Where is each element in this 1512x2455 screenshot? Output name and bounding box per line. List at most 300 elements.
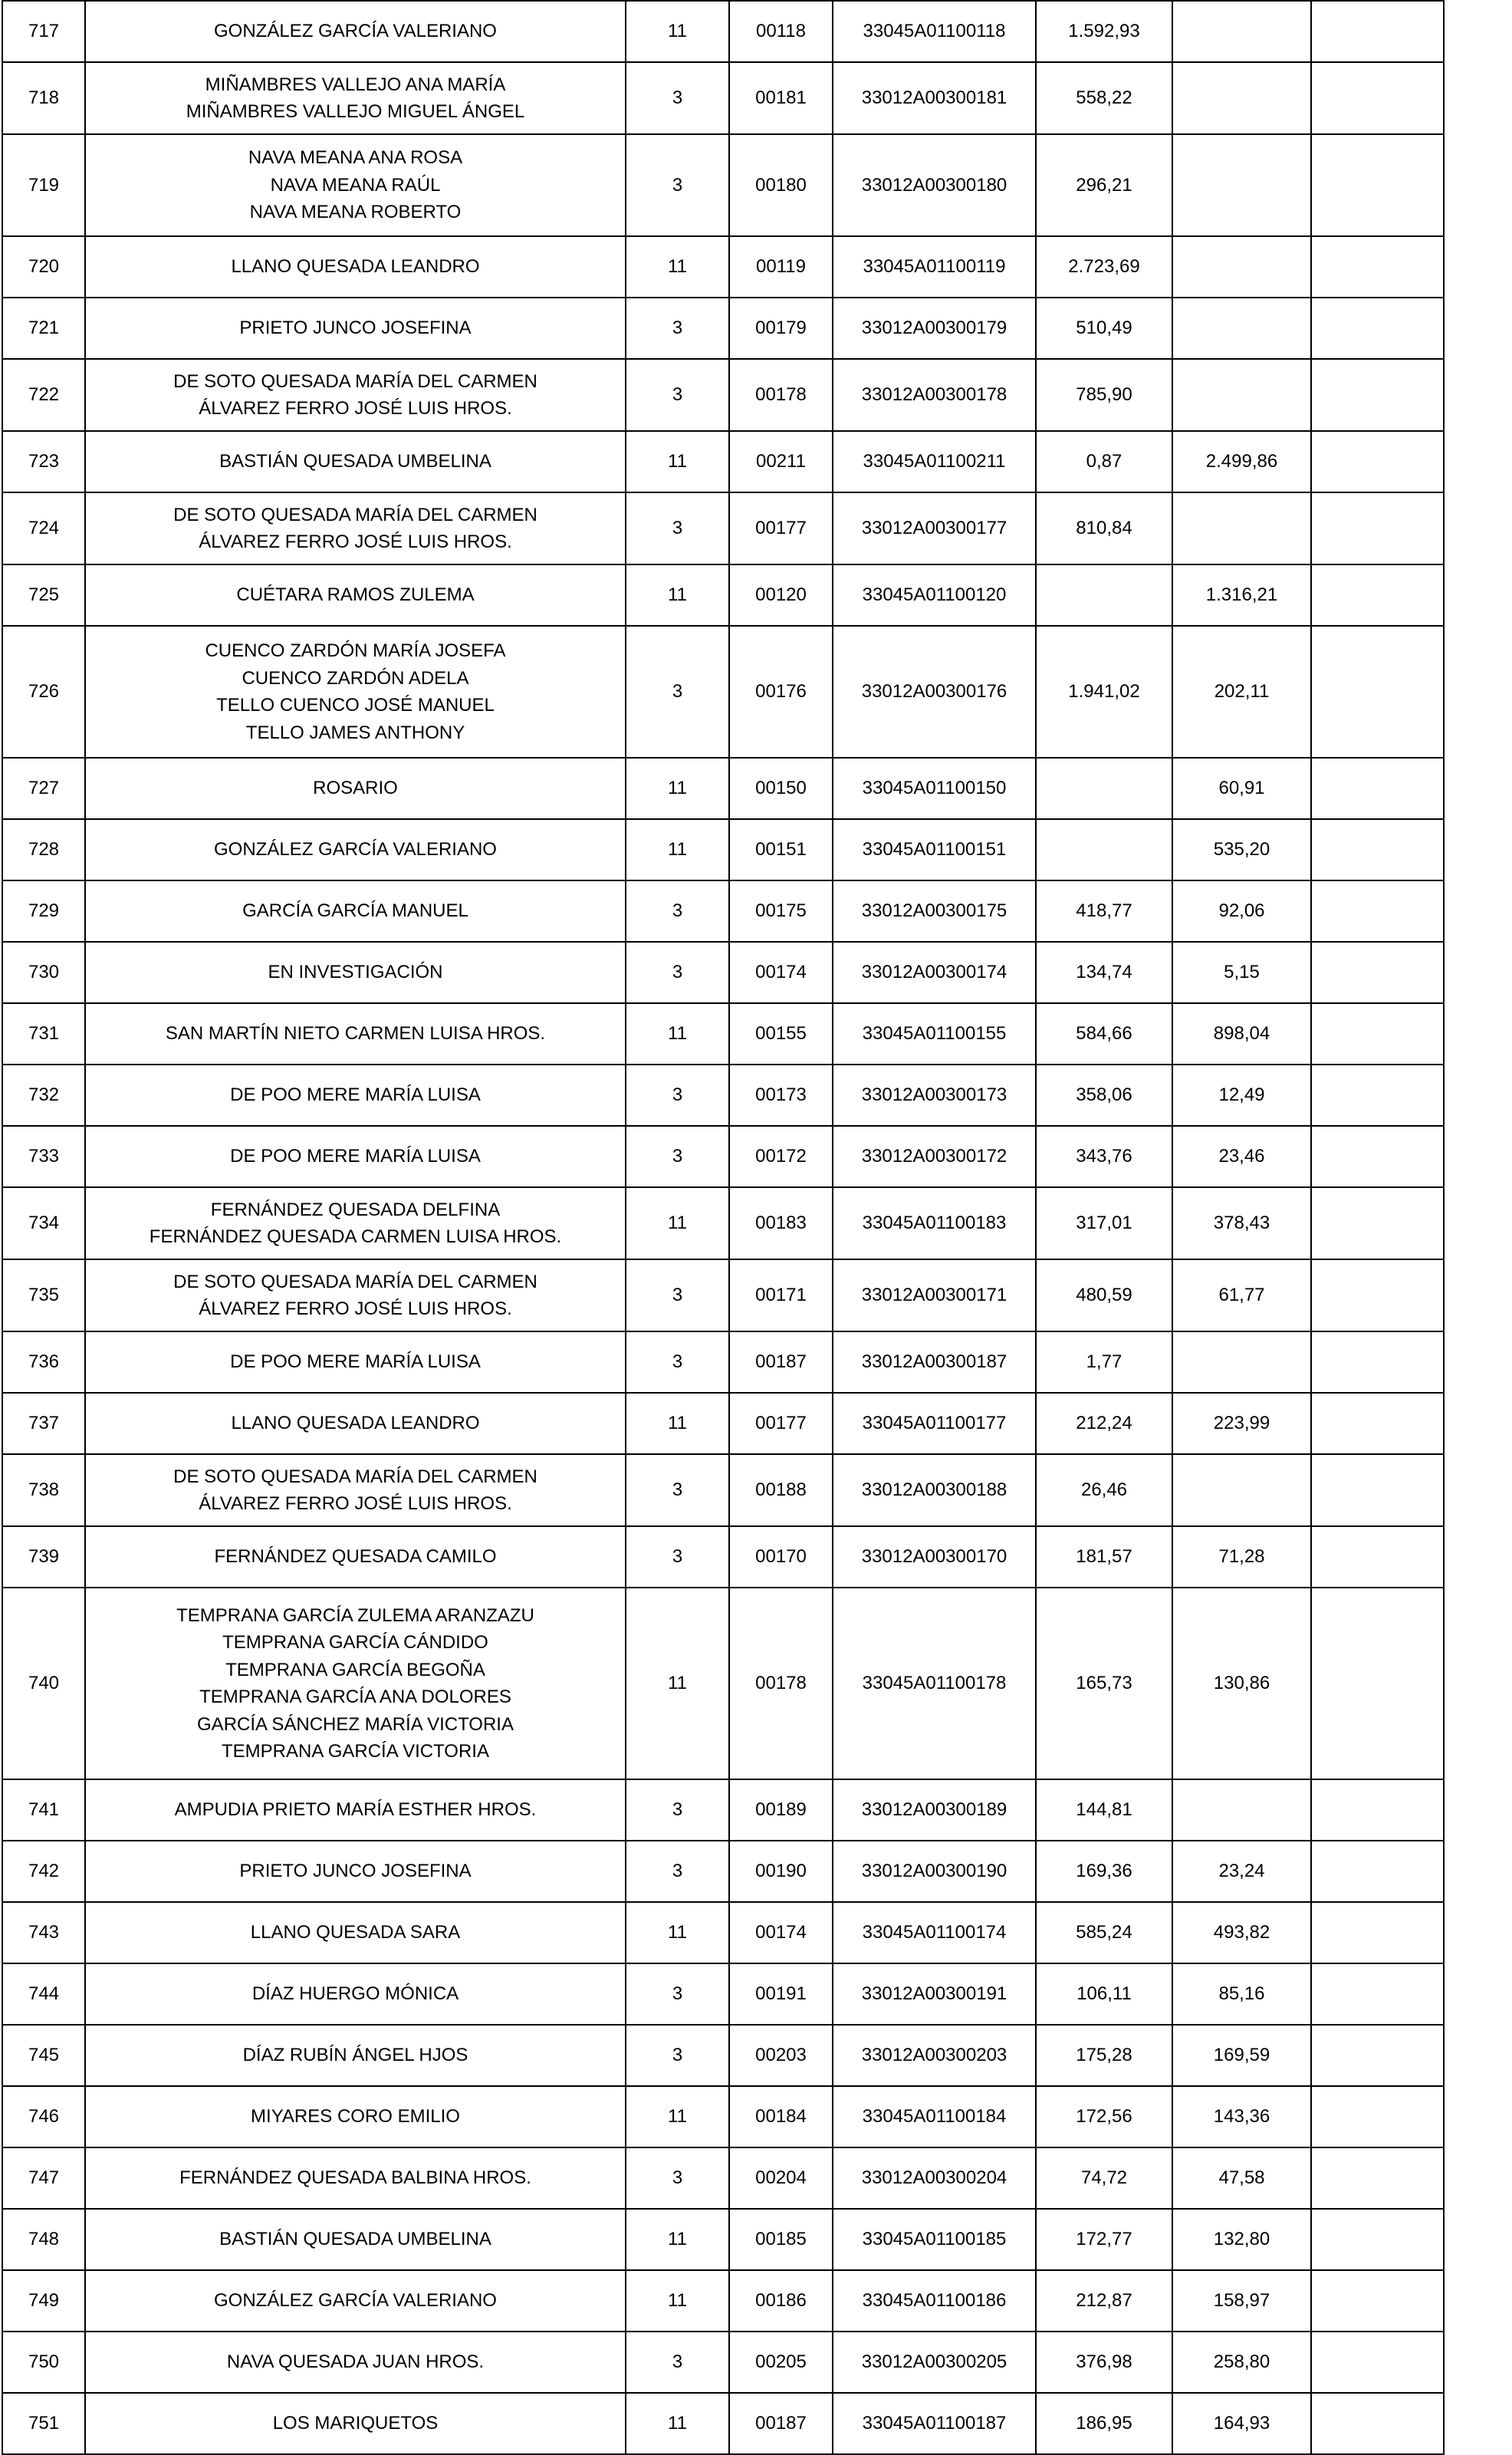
owner-cell <box>85 1588 626 1779</box>
row-number-cell: 740 <box>2 1588 85 1779</box>
cadastral-ref-cell: 33045A01100178 <box>833 1588 1036 1779</box>
area-3-cell <box>1311 134 1444 236</box>
parcel-cell: 00177 <box>729 1393 833 1454</box>
cadastral-ref-cell: 33045A01100186 <box>833 2270 1036 2332</box>
parcel-cell: 00211 <box>729 431 833 492</box>
area-1-cell: 26,46 <box>1036 1454 1172 1526</box>
cadastral-ref-cell: 33045A01100118 <box>833 1 1036 62</box>
area-2-cell: 47,58 <box>1172 2147 1311 2209</box>
owner-name: GARCÍA GARCÍA MANUEL <box>242 900 468 922</box>
parcel-cell: 00178 <box>729 359 833 431</box>
area-1-cell: 317,01 <box>1036 1187 1172 1259</box>
area-1-cell: 1.592,93 <box>1036 1 1172 62</box>
parcel-cell: 00186 <box>729 2270 833 2332</box>
owner-cell <box>85 942 626 1003</box>
table-row <box>2 880 1444 942</box>
table-row <box>2 626 1444 758</box>
table-row <box>2 298 1444 359</box>
owner-name: DÍAZ RUBÍN ÁNGEL HJOS <box>242 2045 468 2066</box>
parcel-cell: 00204 <box>729 2147 833 2209</box>
cadastral-ref-cell: 33012A00300191 <box>833 1963 1036 2025</box>
area-3-cell <box>1311 1902 1444 1963</box>
area-2-cell: 143,36 <box>1172 2086 1311 2147</box>
parcel-cell: 00203 <box>729 2025 833 2086</box>
row-number-cell: 719 <box>2 134 85 236</box>
owner-cell <box>85 2147 626 2209</box>
parcel-cell: 00183 <box>729 1187 833 1259</box>
row-number-cell: 724 <box>2 492 85 564</box>
area-2-cell <box>1172 492 1311 564</box>
area-3-cell <box>1311 2086 1444 2147</box>
owner-name: FERNÁNDEZ QUESADA BALBINA HROS. <box>179 2167 531 2189</box>
owner-cell <box>85 298 626 359</box>
area-2-cell: 92,06 <box>1172 880 1311 942</box>
area-3-cell <box>1311 1259 1444 1331</box>
area-1-cell: 169,36 <box>1036 1841 1172 1902</box>
owner-name: FERNÁNDEZ QUESADA CAMILO <box>214 1546 497 1568</box>
area-3-cell <box>1311 1588 1444 1779</box>
cadastral-ref-cell: 33012A00300177 <box>833 492 1036 564</box>
parcel-cell: 00205 <box>729 2332 833 2393</box>
row-number-cell: 725 <box>2 564 85 626</box>
area-3-cell <box>1311 758 1444 819</box>
table-row <box>2 1126 1444 1187</box>
cadastral-ref-cell: 33045A01100150 <box>833 758 1036 819</box>
area-3-cell <box>1311 2025 1444 2086</box>
area-3-cell <box>1311 1454 1444 1526</box>
area-3-cell <box>1311 2393 1444 2454</box>
area-3-cell <box>1311 431 1444 492</box>
parcel-cell: 00181 <box>729 62 833 134</box>
area-1-cell: 584,66 <box>1036 1003 1172 1065</box>
parcel-cell: 00185 <box>729 2209 833 2270</box>
row-number-cell: 735 <box>2 1259 85 1331</box>
owner-name: FERNÁNDEZ QUESADA CARMEN LUISA HROS. <box>149 1226 562 1247</box>
polygon-cell: 3 <box>626 1963 729 2025</box>
area-2-cell: 223,99 <box>1172 1393 1311 1454</box>
owner-name: PRIETO JUNCO JOSEFINA <box>239 1861 472 1882</box>
area-1-cell: 181,57 <box>1036 1526 1172 1588</box>
area-2-cell: 258,80 <box>1172 2332 1311 2393</box>
polygon-cell: 3 <box>626 1259 729 1331</box>
owner-name: NAVA MEANA RAÚL <box>270 174 441 196</box>
cadastral-ref-cell: 33012A00300187 <box>833 1331 1036 1393</box>
table-row <box>2 1526 1444 1588</box>
owner-cell <box>85 2270 626 2332</box>
parcel-cell: 00184 <box>729 2086 833 2147</box>
table-row <box>2 1963 1444 2025</box>
area-2-cell: 378,43 <box>1172 1187 1311 1259</box>
area-1-cell: 165,73 <box>1036 1588 1172 1779</box>
area-3-cell <box>1311 1963 1444 2025</box>
table-row <box>2 1779 1444 1841</box>
owner-cell <box>85 134 626 236</box>
area-1-cell: 175,28 <box>1036 2025 1172 2086</box>
area-3-cell <box>1311 2147 1444 2209</box>
cadastral-ref-cell: 33045A01100119 <box>833 236 1036 298</box>
area-1-cell: 785,90 <box>1036 359 1172 431</box>
row-number-cell: 718 <box>2 62 85 134</box>
cadastral-ref-cell: 33012A00300176 <box>833 626 1036 758</box>
table-row <box>2 431 1444 492</box>
area-2-cell: 164,93 <box>1172 2393 1311 2454</box>
owner-cell <box>85 564 626 626</box>
polygon-cell: 3 <box>626 2025 729 2086</box>
polygon-cell: 3 <box>626 134 729 236</box>
owner-name: NAVA QUESADA JUAN HROS. <box>226 2351 485 2373</box>
area-3-cell <box>1311 880 1444 942</box>
row-number-cell: 743 <box>2 1902 85 1963</box>
area-1-cell: 558,22 <box>1036 62 1172 134</box>
owner-name: TELLO JAMES ANTHONY <box>245 722 465 743</box>
row-number-cell: 726 <box>2 626 85 758</box>
area-2-cell: 898,04 <box>1172 1003 1311 1065</box>
owner-name: ÁLVAREZ FERRO JOSÉ LUIS HROS. <box>199 398 512 419</box>
owner-name: LLANO QUESADA SARA <box>250 1922 461 1943</box>
row-number-cell: 738 <box>2 1454 85 1526</box>
area-3-cell <box>1311 1065 1444 1126</box>
row-number-cell: 732 <box>2 1065 85 1126</box>
owner-cell <box>85 819 626 880</box>
parcel-cell: 00174 <box>729 942 833 1003</box>
area-2-cell: 23,24 <box>1172 1841 1311 1902</box>
owner-name: GONZÁLEZ GARCÍA VALERIANO <box>214 2290 497 2312</box>
owner-name: TEMPRANA GARCÍA BEGOÑA <box>225 1659 485 1680</box>
owner-name: NAVA MEANA ROBERTO <box>249 202 462 223</box>
owner-name: TEMPRANA GARCÍA ZULEMA ARANZAZU <box>176 1604 534 1626</box>
area-2-cell <box>1172 1454 1311 1526</box>
cadastral-ref-cell: 33045A01100174 <box>833 1902 1036 1963</box>
polygon-cell: 3 <box>626 492 729 564</box>
row-number-cell: 748 <box>2 2209 85 2270</box>
owner-cell <box>85 1331 626 1393</box>
owner-name: TELLO CUENCO JOSÉ MANUEL <box>216 695 495 716</box>
polygon-cell: 3 <box>626 2147 729 2209</box>
owner-name: TEMPRANA GARCÍA CÁNDIDO <box>222 1632 488 1653</box>
cadastral-ref-cell: 33012A00300188 <box>833 1454 1036 1526</box>
cadastral-ref-cell: 33012A00300174 <box>833 942 1036 1003</box>
owner-cell <box>85 431 626 492</box>
area-2-cell: 61,77 <box>1172 1259 1311 1331</box>
owner-name: PRIETO JUNCO JOSEFINA <box>239 318 472 339</box>
owner-name: DE POO MERE MARÍA LUISA <box>230 1351 481 1373</box>
owner-name: DE POO MERE MARÍA LUISA <box>230 1146 481 1167</box>
cadastral-ref-cell: 33045A01100184 <box>833 2086 1036 2147</box>
cadastral-ref-cell: 33045A01100120 <box>833 564 1036 626</box>
polygon-cell: 11 <box>626 2270 729 2332</box>
area-3-cell <box>1311 564 1444 626</box>
cadastral-ref-cell: 33045A01100177 <box>833 1393 1036 1454</box>
area-2-cell <box>1172 1779 1311 1841</box>
owner-name: GONZÁLEZ GARCÍA VALERIANO <box>214 21 497 42</box>
row-number-cell: 722 <box>2 359 85 431</box>
polygon-cell: 3 <box>626 1779 729 1841</box>
area-1-cell <box>1036 758 1172 819</box>
area-1-cell: 144,81 <box>1036 1779 1172 1841</box>
area-3-cell <box>1311 1003 1444 1065</box>
parcel-cell: 00187 <box>729 2393 833 2454</box>
polygon-cell: 3 <box>626 298 729 359</box>
area-2-cell: 158,97 <box>1172 2270 1311 2332</box>
owner-cell <box>85 1526 626 1588</box>
row-number-cell: 717 <box>2 1 85 62</box>
row-number-cell: 742 <box>2 1841 85 1902</box>
polygon-cell: 11 <box>626 1187 729 1259</box>
owner-cell <box>85 1902 626 1963</box>
table-row <box>2 2332 1444 2393</box>
area-1-cell: 106,11 <box>1036 1963 1172 2025</box>
parcel-cell: 00179 <box>729 298 833 359</box>
parcel-cell: 00151 <box>729 819 833 880</box>
cadastral-ref-cell: 33045A01100187 <box>833 2393 1036 2454</box>
table-row <box>2 2393 1444 2454</box>
parcel-table-body <box>2 1 1444 2454</box>
area-1-cell: 376,98 <box>1036 2332 1172 2393</box>
owner-name: LLANO QUESADA LEANDRO <box>231 256 480 278</box>
cadastral-ref-cell: 33045A01100183 <box>833 1187 1036 1259</box>
cadastral-ref-cell: 33045A01100211 <box>833 431 1036 492</box>
owner-name: GARCÍA SÁNCHEZ MARÍA VICTORIA <box>197 1713 514 1735</box>
polygon-cell: 3 <box>626 1331 729 1393</box>
row-number-cell: 737 <box>2 1393 85 1454</box>
table-row <box>2 1259 1444 1331</box>
area-2-cell: 169,59 <box>1172 2025 1311 2086</box>
polygon-cell: 3 <box>626 1065 729 1126</box>
area-2-cell: 535,20 <box>1172 819 1311 880</box>
area-2-cell: 202,11 <box>1172 626 1311 758</box>
area-3-cell <box>1311 1841 1444 1902</box>
area-1-cell: 212,24 <box>1036 1393 1172 1454</box>
owner-cell <box>85 1963 626 2025</box>
polygon-cell: 3 <box>626 2332 729 2393</box>
row-number-cell: 739 <box>2 1526 85 1588</box>
owner-cell <box>85 1126 626 1187</box>
area-3-cell <box>1311 1187 1444 1259</box>
area-2-cell: 23,46 <box>1172 1126 1311 1187</box>
table-row <box>2 2209 1444 2270</box>
parcel-cell: 00187 <box>729 1331 833 1393</box>
owner-name: TEMPRANA GARCÍA ANA DOLORES <box>199 1687 511 1707</box>
area-1-cell: 134,74 <box>1036 942 1172 1003</box>
polygon-cell: 11 <box>626 236 729 298</box>
owner-cell <box>85 626 626 758</box>
cadastral-ref-cell: 33012A00300170 <box>833 1526 1036 1588</box>
area-1-cell: 510,49 <box>1036 298 1172 359</box>
row-number-cell: 730 <box>2 942 85 1003</box>
area-3-cell <box>1311 359 1444 431</box>
cadastral-ref-cell: 33012A00300172 <box>833 1126 1036 1187</box>
owner-name: AMPUDIA PRIETO MARÍA ESTHER HROS. <box>174 1799 537 1821</box>
polygon-cell: 3 <box>626 1126 729 1187</box>
parcel-cell: 00170 <box>729 1526 833 1588</box>
owner-name: CUENCO ZARDÓN ADELA <box>242 667 469 689</box>
owner-name: DE SOTO QUESADA MARÍA DEL CARMEN <box>173 370 537 392</box>
row-number-cell: 751 <box>2 2393 85 2454</box>
area-3-cell <box>1311 1 1444 62</box>
owner-cell <box>85 2025 626 2086</box>
owner-name: DE SOTO QUESADA MARÍA DEL CARMEN <box>173 1466 537 1487</box>
cadastral-ref-cell: 33012A00300205 <box>833 2332 1036 2393</box>
owner-cell <box>85 1187 626 1259</box>
polygon-cell: 3 <box>626 359 729 431</box>
table-row <box>2 2086 1444 2147</box>
area-2-cell: 2.499,86 <box>1172 431 1311 492</box>
cadastral-ref-cell: 33045A01100151 <box>833 819 1036 880</box>
area-3-cell <box>1311 62 1444 134</box>
owner-name: DE SOTO QUESADA MARÍA DEL CARMEN <box>173 504 537 525</box>
owner-name: FERNÁNDEZ QUESADA DELFINA <box>210 1199 501 1220</box>
area-1-cell: 1.941,02 <box>1036 626 1172 758</box>
area-3-cell <box>1311 1331 1444 1393</box>
area-1-cell <box>1036 819 1172 880</box>
owner-cell <box>85 1454 626 1526</box>
owner-name: DE POO MERE MARÍA LUISA <box>230 1084 481 1106</box>
area-3-cell <box>1311 1393 1444 1454</box>
parcel-cell: 00191 <box>729 1963 833 2025</box>
polygon-cell: 11 <box>626 1588 729 1779</box>
owner-name: MIÑAMBRES VALLEJO MIGUEL ÁNGEL <box>186 101 525 122</box>
polygon-cell: 11 <box>626 819 729 880</box>
area-3-cell <box>1311 2209 1444 2270</box>
owner-cell <box>85 758 626 819</box>
row-number-cell: 733 <box>2 1126 85 1187</box>
owner-cell <box>85 1259 626 1331</box>
owner-cell <box>85 2209 626 2270</box>
table-row <box>2 359 1444 431</box>
parcel-cell: 00189 <box>729 1779 833 1841</box>
row-number-cell: 729 <box>2 880 85 942</box>
area-1-cell: 1,77 <box>1036 1331 1172 1393</box>
table-row <box>2 1 1444 62</box>
parcel-cell: 00118 <box>729 1 833 62</box>
area-1-cell: 810,84 <box>1036 492 1172 564</box>
owner-cell <box>85 2332 626 2393</box>
owner-name: LOS MARIQUETOS <box>272 2413 439 2434</box>
cadastral-ref-cell: 33012A00300171 <box>833 1259 1036 1331</box>
cadastral-ref-cell: 33012A00300189 <box>833 1779 1036 1841</box>
owner-cell <box>85 1065 626 1126</box>
owner-name: DE SOTO QUESADA MARÍA DEL CARMEN <box>173 1271 537 1292</box>
owner-name: CUÉTARA RAMOS ZULEMA <box>236 584 475 606</box>
table-row <box>2 2270 1444 2332</box>
owner-name: LLANO QUESADA LEANDRO <box>231 1413 480 1434</box>
cadastral-ref-cell: 33045A01100155 <box>833 1003 1036 1065</box>
polygon-cell: 3 <box>626 62 729 134</box>
owner-cell <box>85 1841 626 1902</box>
polygon-cell: 11 <box>626 758 729 819</box>
table-row <box>2 2147 1444 2209</box>
polygon-cell: 11 <box>626 1 729 62</box>
polygon-cell: 11 <box>626 1393 729 1454</box>
area-2-cell: 132,80 <box>1172 2209 1311 2270</box>
table-row <box>2 564 1444 626</box>
owner-name: MIÑAMBRES VALLEJO ANA MARÍA <box>205 74 506 95</box>
row-number-cell: 736 <box>2 1331 85 1393</box>
parcel-cell: 00155 <box>729 1003 833 1065</box>
area-2-cell: 12,49 <box>1172 1065 1311 1126</box>
area-2-cell <box>1172 359 1311 431</box>
parcel-cell: 00178 <box>729 1588 833 1779</box>
area-2-cell <box>1172 62 1311 134</box>
row-number-cell: 720 <box>2 236 85 298</box>
owner-name: GONZÁLEZ GARCÍA VALERIANO <box>214 839 497 861</box>
cadastral-ref-cell: 33012A00300180 <box>833 134 1036 236</box>
area-2-cell: 1.316,21 <box>1172 564 1311 626</box>
owner-cell <box>85 1003 626 1065</box>
owner-name: BASTIÁN QUESADA UMBELINA <box>219 451 491 472</box>
table-row <box>2 1003 1444 1065</box>
cadastral-ref-cell: 33012A00300203 <box>833 2025 1036 2086</box>
polygon-cell: 11 <box>626 431 729 492</box>
area-1-cell: 296,21 <box>1036 134 1172 236</box>
parcel-cell: 00120 <box>729 564 833 626</box>
parcel-table <box>2 0 1445 2455</box>
row-number-cell: 721 <box>2 298 85 359</box>
polygon-cell: 11 <box>626 564 729 626</box>
area-2-cell <box>1172 134 1311 236</box>
area-1-cell: 186,95 <box>1036 2393 1172 2454</box>
cadastral-ref-cell: 33012A00300175 <box>833 880 1036 942</box>
row-number-cell: 750 <box>2 2332 85 2393</box>
cadastral-ref-cell: 33045A01100185 <box>833 2209 1036 2270</box>
row-number-cell: 746 <box>2 2086 85 2147</box>
area-3-cell <box>1311 492 1444 564</box>
parcel-cell: 00180 <box>729 134 833 236</box>
area-3-cell <box>1311 2332 1444 2393</box>
parcel-cell: 00171 <box>729 1259 833 1331</box>
cadastral-ref-cell: 33012A00300190 <box>833 1841 1036 1902</box>
area-2-cell: 85,16 <box>1172 1963 1311 2025</box>
area-1-cell: 212,87 <box>1036 2270 1172 2332</box>
area-1-cell <box>1036 564 1172 626</box>
area-2-cell <box>1172 1 1311 62</box>
owner-name: MIYARES CORO EMILIO <box>251 2106 460 2128</box>
area-2-cell <box>1172 236 1311 298</box>
area-1-cell: 74,72 <box>1036 2147 1172 2209</box>
polygon-cell: 3 <box>626 626 729 758</box>
owner-cell <box>85 2393 626 2454</box>
owner-name: ÁLVAREZ FERRO JOSÉ LUIS HROS. <box>199 1493 512 1514</box>
parcel-cell: 00175 <box>729 880 833 942</box>
parcel-cell: 00176 <box>729 626 833 758</box>
table-row <box>2 1393 1444 1454</box>
owner-cell <box>85 2086 626 2147</box>
area-3-cell <box>1311 1526 1444 1588</box>
row-number-cell: 745 <box>2 2025 85 2086</box>
row-number-cell: 744 <box>2 1963 85 2025</box>
area-1-cell: 0,87 <box>1036 431 1172 492</box>
polygon-cell: 11 <box>626 1902 729 1963</box>
owner-name: ROSARIO <box>313 778 398 799</box>
area-3-cell <box>1311 942 1444 1003</box>
area-3-cell <box>1311 1126 1444 1187</box>
table-row <box>2 1902 1444 1963</box>
cadastral-ref-cell: 33012A00300204 <box>833 2147 1036 2209</box>
area-2-cell <box>1172 1331 1311 1393</box>
polygon-cell: 3 <box>626 1454 729 1526</box>
table-row <box>2 1187 1444 1259</box>
polygon-cell: 3 <box>626 942 729 1003</box>
area-2-cell: 71,28 <box>1172 1526 1311 1588</box>
parcel-cell: 00119 <box>729 236 833 298</box>
owner-cell <box>85 1779 626 1841</box>
area-1-cell: 2.723,69 <box>1036 236 1172 298</box>
parcel-cell: 00188 <box>729 1454 833 1526</box>
row-number-cell: 731 <box>2 1003 85 1065</box>
cadastral-ref-cell: 33012A00300178 <box>833 359 1036 431</box>
row-number-cell: 728 <box>2 819 85 880</box>
owner-name: EN INVESTIGACIÓN <box>268 962 443 983</box>
